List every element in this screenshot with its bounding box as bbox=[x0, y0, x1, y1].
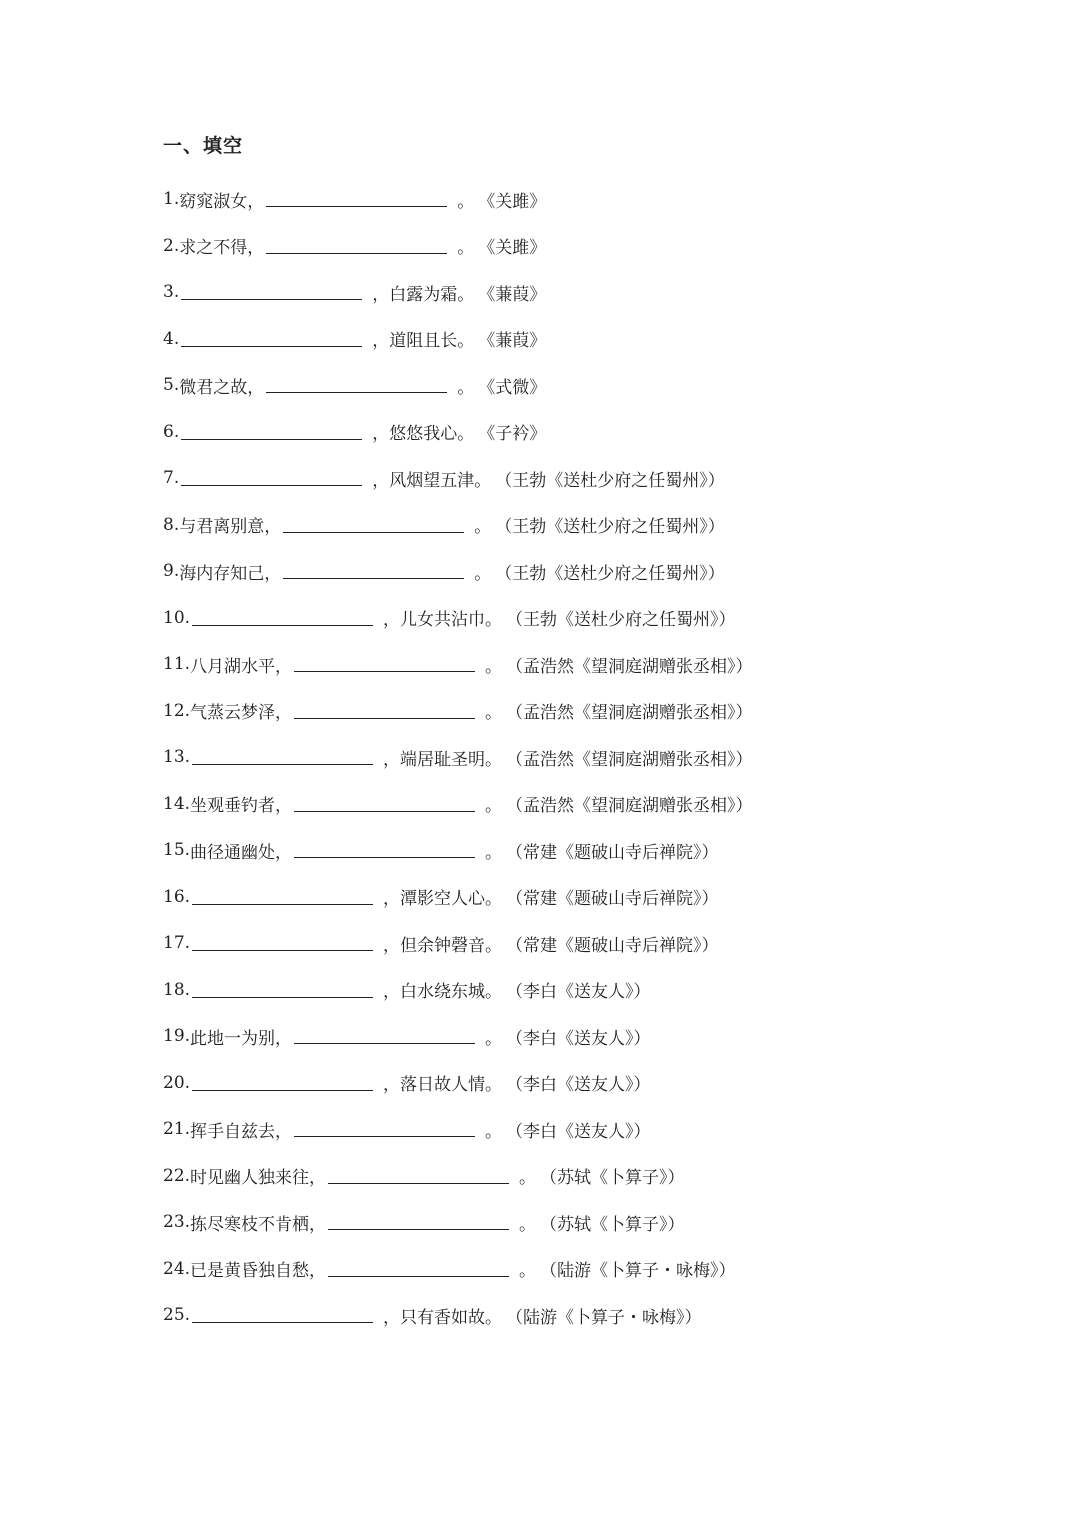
question-number: 20. bbox=[163, 1072, 191, 1093]
answer-blank[interactable] bbox=[192, 606, 373, 626]
poem-source: 《关雎》 bbox=[478, 238, 547, 259]
question-list bbox=[163, 176, 753, 1339]
poem-source: （李白《送友人》） bbox=[506, 1075, 651, 1096]
answer-blank[interactable] bbox=[266, 373, 447, 393]
given-line: 曲径通幽处， bbox=[190, 842, 293, 863]
question-number: 24. bbox=[163, 1258, 191, 1279]
answer-blank[interactable] bbox=[192, 931, 373, 951]
answer-blank[interactable] bbox=[328, 1257, 509, 1277]
given-line: ，端居耻圣明。 bbox=[383, 749, 503, 770]
question-number: 15. bbox=[163, 840, 191, 861]
question-number: 10. bbox=[163, 607, 191, 628]
question-row bbox=[163, 641, 753, 688]
ending-punctuation: 。 bbox=[485, 656, 503, 677]
question-row bbox=[163, 874, 753, 921]
question-number: 11. bbox=[163, 654, 191, 675]
question-row bbox=[163, 455, 753, 502]
ending-punctuation: 。 bbox=[519, 1214, 537, 1235]
poem-source: 《蒹葭》 bbox=[478, 284, 547, 305]
poem-source: （常建《题破山寺后禅院》） bbox=[506, 935, 719, 956]
question-row bbox=[163, 920, 753, 967]
poem-source: （孟浩然《望洞庭湖赠张丞相》） bbox=[506, 703, 753, 724]
answer-blank[interactable] bbox=[328, 1210, 509, 1230]
ending-punctuation: 。 bbox=[485, 842, 503, 863]
ending-punctuation: 。 bbox=[457, 377, 475, 398]
question-row bbox=[163, 1153, 753, 1200]
question-row bbox=[163, 1060, 753, 1107]
poem-source: （王勃《送杜少府之任蜀州》） bbox=[495, 517, 725, 538]
answer-blank[interactable] bbox=[283, 513, 464, 533]
poem-source: （王勃《送杜少府之任蜀州》） bbox=[506, 610, 736, 631]
given-line: 海内存知己， bbox=[179, 563, 282, 584]
question-row bbox=[163, 176, 753, 223]
question-row bbox=[163, 362, 753, 409]
ending-punctuation: 。 bbox=[485, 1121, 503, 1142]
poem-source: （孟浩然《望洞庭湖赠张丞相》） bbox=[506, 656, 753, 677]
question-number: 13. bbox=[163, 747, 191, 768]
poem-source: （常建《题破山寺后禅院》） bbox=[506, 889, 719, 910]
given-line: ，风烟望五津。 bbox=[372, 470, 492, 491]
question-number: 22. bbox=[163, 1165, 191, 1186]
question-row bbox=[163, 734, 753, 781]
given-line: ，儿女共沾巾。 bbox=[383, 610, 503, 631]
question-number: 2. bbox=[163, 235, 180, 256]
answer-blank[interactable] bbox=[192, 885, 373, 905]
ending-punctuation: 。 bbox=[457, 191, 475, 212]
question-number: 19. bbox=[163, 1026, 191, 1047]
question-row bbox=[163, 1013, 753, 1060]
question-number: 9. bbox=[163, 561, 180, 582]
question-row bbox=[163, 688, 753, 735]
question-number: 12. bbox=[163, 700, 191, 721]
answer-blank[interactable] bbox=[192, 978, 373, 998]
question-row bbox=[163, 269, 753, 316]
question-number: 6. bbox=[163, 421, 180, 442]
given-line: 微君之故， bbox=[179, 377, 265, 398]
question-number: 18. bbox=[163, 979, 191, 1000]
question-row bbox=[163, 1106, 753, 1153]
ending-punctuation: 。 bbox=[485, 703, 503, 724]
given-line: 时见幽人独来往， bbox=[190, 1168, 327, 1189]
given-line: 坐观垂钓者， bbox=[190, 796, 293, 817]
poem-source: （王勃《送杜少府之任蜀州》） bbox=[495, 563, 725, 584]
poem-source: 《子衿》 bbox=[478, 424, 547, 445]
poem-source: 《蒹葭》 bbox=[478, 331, 547, 352]
answer-blank[interactable] bbox=[294, 792, 475, 812]
question-row bbox=[163, 781, 753, 828]
question-row bbox=[163, 1199, 753, 1246]
answer-blank[interactable] bbox=[283, 559, 464, 579]
answer-blank[interactable] bbox=[266, 234, 447, 254]
question-row bbox=[163, 223, 753, 270]
answer-blank[interactable] bbox=[181, 280, 362, 300]
given-line: ，白露为霜。 bbox=[372, 284, 475, 305]
question-number: 23. bbox=[163, 1212, 191, 1233]
answer-blank[interactable] bbox=[192, 1303, 373, 1323]
poem-source: （苏轼《卜算子》） bbox=[540, 1214, 685, 1235]
question-row bbox=[163, 967, 753, 1014]
poem-source: （李白《送友人》） bbox=[506, 1028, 651, 1049]
poem-source: 《关雎》 bbox=[478, 191, 547, 212]
ending-punctuation: 。 bbox=[519, 1261, 537, 1282]
given-line: 与君离别意， bbox=[179, 517, 282, 538]
answer-blank[interactable] bbox=[192, 745, 373, 765]
given-line: ，悠悠我心。 bbox=[372, 424, 475, 445]
poem-source: （常建《题破山寺后禅院》） bbox=[506, 842, 719, 863]
question-number: 3. bbox=[163, 282, 180, 303]
question-number: 14. bbox=[163, 793, 191, 814]
question-row bbox=[163, 548, 753, 595]
answer-blank[interactable] bbox=[181, 466, 362, 486]
answer-blank[interactable] bbox=[294, 699, 475, 719]
answer-blank[interactable] bbox=[294, 838, 475, 858]
poem-source: （陆游《卜算子・咏梅》） bbox=[540, 1261, 736, 1282]
given-line: 窈窕淑女， bbox=[179, 191, 265, 212]
given-line: 已是黄昏独自愁， bbox=[190, 1261, 327, 1282]
question-number: 1. bbox=[163, 189, 180, 210]
question-number: 16. bbox=[163, 886, 191, 907]
question-row bbox=[163, 409, 753, 456]
ending-punctuation: 。 bbox=[485, 1028, 503, 1049]
poem-source: （王勃《送杜少府之任蜀州》） bbox=[495, 470, 725, 491]
question-row bbox=[163, 827, 753, 874]
answer-blank[interactable] bbox=[192, 1071, 373, 1091]
answer-blank[interactable] bbox=[294, 1117, 475, 1137]
question-row bbox=[163, 595, 753, 642]
poem-source: （李白《送友人》） bbox=[506, 1121, 651, 1142]
ending-punctuation: 。 bbox=[485, 796, 503, 817]
ending-punctuation: 。 bbox=[474, 563, 492, 584]
given-line: 挥手自兹去， bbox=[190, 1121, 293, 1142]
given-line: ，潭影空人心。 bbox=[383, 889, 503, 910]
answer-blank[interactable] bbox=[181, 420, 362, 440]
answer-blank[interactable] bbox=[328, 1164, 509, 1184]
question-number: 8. bbox=[163, 514, 180, 535]
question-row bbox=[163, 1246, 753, 1293]
answer-blank[interactable] bbox=[181, 327, 362, 347]
ending-punctuation: 。 bbox=[474, 517, 492, 538]
given-line: 八月湖水平， bbox=[190, 656, 293, 677]
given-line: ，但余钟磬音。 bbox=[383, 935, 503, 956]
answer-blank[interactable] bbox=[294, 652, 475, 672]
given-line: 气蒸云梦泽， bbox=[190, 703, 293, 724]
given-line: 求之不得， bbox=[179, 238, 265, 259]
question-number: 7. bbox=[163, 468, 180, 489]
poem-source: 《式微》 bbox=[478, 377, 547, 398]
given-line: 拣尽寒枝不肯栖， bbox=[190, 1214, 327, 1235]
ending-punctuation: 。 bbox=[457, 238, 475, 259]
question-row bbox=[163, 1292, 753, 1339]
poem-source: （苏轼《卜算子》） bbox=[540, 1168, 685, 1189]
poem-source: （陆游《卜算子・咏梅》） bbox=[506, 1307, 702, 1328]
poem-source: （李白《送友人》） bbox=[506, 982, 651, 1003]
given-line: ，只有香如故。 bbox=[383, 1307, 503, 1328]
section-title: 一、填空 bbox=[163, 135, 244, 157]
given-line: ，白水绕东城。 bbox=[383, 982, 503, 1003]
question-number: 25. bbox=[163, 1305, 191, 1326]
poem-source: （孟浩然《望洞庭湖赠张丞相》） bbox=[506, 796, 753, 817]
poem-source: （孟浩然《望洞庭湖赠张丞相》） bbox=[506, 749, 753, 770]
question-number: 21. bbox=[163, 1119, 191, 1140]
given-line: ，道阻且长。 bbox=[372, 331, 475, 352]
answer-blank[interactable] bbox=[266, 187, 447, 207]
ending-punctuation: 。 bbox=[519, 1168, 537, 1189]
question-row bbox=[163, 316, 753, 363]
given-line: ，落日故人情。 bbox=[383, 1075, 503, 1096]
question-number: 4. bbox=[163, 328, 180, 349]
question-number: 5. bbox=[163, 375, 180, 396]
question-row bbox=[163, 502, 753, 549]
answer-blank[interactable] bbox=[294, 1024, 475, 1044]
question-number: 17. bbox=[163, 933, 191, 954]
given-line: 此地一为别， bbox=[190, 1028, 293, 1049]
